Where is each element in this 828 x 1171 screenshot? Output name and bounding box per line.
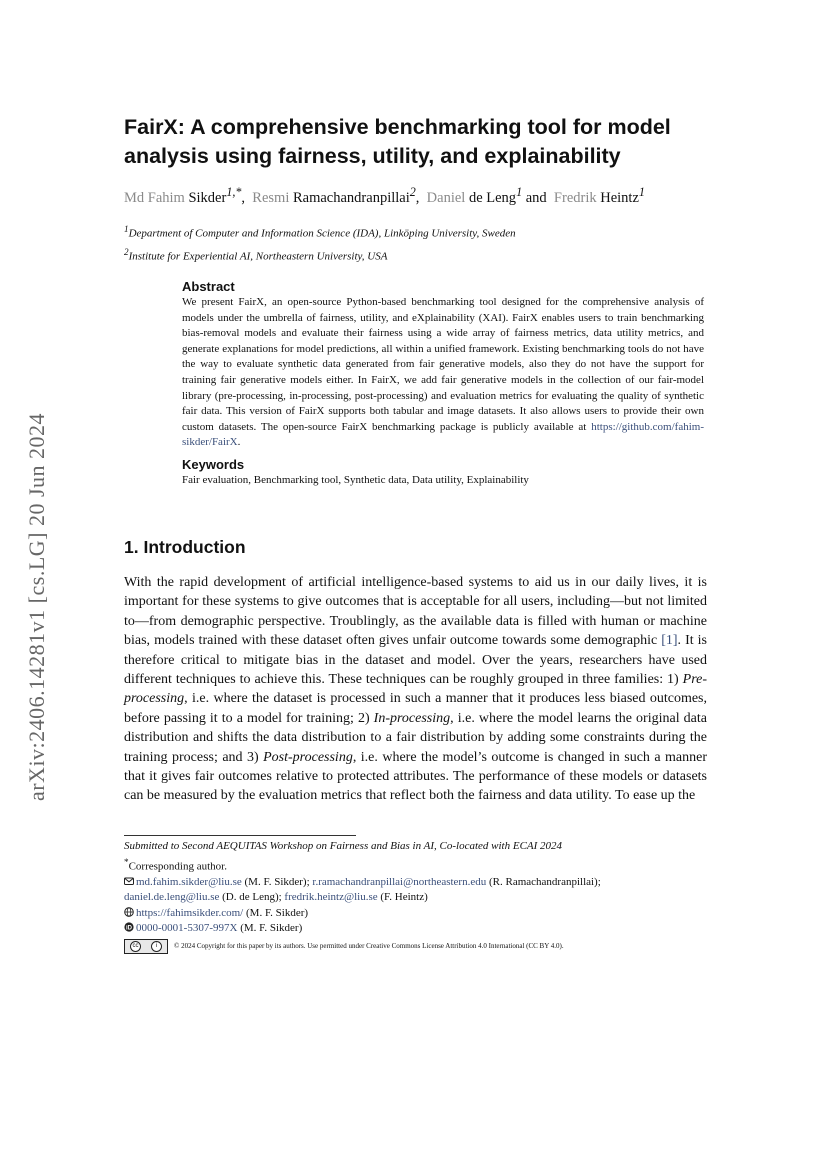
arxiv-side-identifier: arXiv:2406.14281v1 [cs.LG] 20 Jun 2024 bbox=[24, 412, 49, 802]
globe-icon bbox=[124, 907, 134, 917]
orcid-icon bbox=[124, 922, 134, 932]
email-link-ramachandranpillai[interactable]: r.ramachandranpillai@northeastern.edu bbox=[312, 875, 487, 888]
title-line-2: analysis using fairness, utility, and explainability bbox=[124, 144, 621, 168]
keywords-text: Fair evaluation, Benchmarking tool, Synthetic data, Data utility, Explainability bbox=[182, 474, 529, 486]
affiliations bbox=[124, 220, 724, 265]
email-link-sikder[interactable]: md.fahim.sikder@liu.se bbox=[136, 875, 242, 888]
abstract-text: We present FairX, an open-source Python-based benchmarking tool designed for the comprehensive analysis of models under the umbrella of fairness, utility, and eXplainability (XAI). FairX enables users to train benchmarking bias-removal models and evaluate their fairness using a wide array of fairness metrics, data utility metrics, and generate explanations for model predictions, all within a unified framework. Existing benchmarking tools do not have the way to evaluate synthetic data generated from fair generative models, also they do not have the support for training fair generative models either. In FairX, we add fair generative models in the collection of our fair-model library (pre-processing, in-processing, post-processing) and evaluation metrics for evaluating the quality of synthetic fair data. This version of FairX supports both tabular and image datasets. It also allows users to provide their own custom datasets. The open-source FairX benchmarking package is publicly available at https://github.com/fahim-sikder/FairX. bbox=[182, 296, 704, 449]
keywords-heading: Keywords bbox=[182, 457, 245, 472]
author-3: Daniel de Leng$^1$ bbox=[426, 185, 523, 206]
author-1: Md Fahim Sikder$^{1,*}$ bbox=[124, 185, 242, 206]
envelope-icon bbox=[124, 876, 134, 886]
citation-1[interactable]: [1] bbox=[661, 633, 678, 649]
paper-title bbox=[124, 113, 724, 171]
github-link[interactable]: https://github.com/fahim-sikder/FairX bbox=[182, 420, 704, 449]
footnote-rule bbox=[124, 835, 356, 836]
footnote-emails: md.fahim.sikder@liu.se (M. F. Sikder); r.ramachandranpillai@northeastern.edu (R. Ramachandranpillai); bbox=[124, 875, 724, 891]
svg-text:iD: iD bbox=[126, 925, 132, 932]
affiliation-2: $^2$Institute for Experiential AI, Northeastern University, USA bbox=[124, 246, 388, 263]
affiliation-1: $^1$Department of Computer and Information Science (IDA), Linköping University, Sweden bbox=[124, 224, 516, 240]
title-line-1: FairX: A comprehensive benchmarking tool for model bbox=[124, 115, 671, 139]
section-heading-introduction: 1. Introduction bbox=[124, 537, 246, 557]
copyright-notice: © 2024 Copyright for this paper by its authors. Use permitted under Creative Commons License Attribution 4.0 International (CC BY 4.0). bbox=[174, 941, 564, 950]
cc-by-license-icon: cc i bbox=[124, 939, 168, 954]
footnote-orcid: iD 0000-0001-5307-997X (M. F. Sikder) bbox=[126, 922, 303, 935]
website-link[interactable]: https://fahimsikder.com/ bbox=[136, 906, 244, 919]
footnote-submitted: Submitted to Second AEQUITAS Workshop on Fairness and Bias in AI, Co-located with ECAI 2024 bbox=[124, 840, 563, 852]
footnotes bbox=[124, 839, 724, 954]
author-2: Resmi Ramachandranpillai$^2$ bbox=[252, 185, 416, 206]
author-conjunction: and bbox=[525, 189, 547, 206]
footnote-emails-2: daniel.de.leng@liu.se (D. de Leng); fredrik.heintz@liu.se (F. Heintz) bbox=[124, 891, 428, 904]
footnote-website: https://fahimsikder.com/ (M. F. Sikder) bbox=[124, 906, 724, 922]
email-link-deleng[interactable]: daniel.de.leng@liu.se bbox=[124, 891, 220, 904]
author-list: Md Fahim Sikder$^{1,*}$, Resmi Ramachandranpillai$^2$, Daniel de Leng$^1$ and Fredrik Heintz$^1$ bbox=[124, 185, 645, 206]
footnote-corresponding: *Corresponding author. bbox=[124, 856, 227, 873]
orcid-link[interactable]: 0000-0001-5307-997X bbox=[136, 922, 238, 935]
abstract-heading: Abstract bbox=[182, 279, 235, 294]
introduction-paragraph: With the rapid development of artificial intelligence-based systems to aid us in our daily lives, it is important for these systems to give outcomes that is acceptable for all users, including—but not limited to—from demographic perspective. Troublingly, as the available data is filled with human or machine bias, models trained with these dataset often gives unfair outcome towards some demographic [1]. It is therefore critical to mitigate bias in the dataset and model. Over the years, researchers have used different techniques to achieve this. These techniques can be roughly grouped in three families: 1) Pre-processing, i.e. where the dataset is processed in such a manner that it produces less biased outcomes, before passing it to a model for training; 2) In-processing, i.e. where the model learns the original data distribution and shifts the data distribution to a fair distribution by adding some constraints during the training process; and 3) Post-processing, i.e. where the model’s outcome is changed in such a manner that it gives fair outcomes relative to protected attributes. The performance of these models or datasets can be measured by the evaluation metrics that reflect both the fairness and data utility. To ease up the bbox=[124, 575, 708, 804]
email-link-heintz[interactable]: fredrik.heintz@liu.se bbox=[284, 891, 378, 904]
author-4: Fredrik Heintz$^1$ bbox=[553, 185, 645, 206]
footnote-license bbox=[124, 939, 724, 955]
